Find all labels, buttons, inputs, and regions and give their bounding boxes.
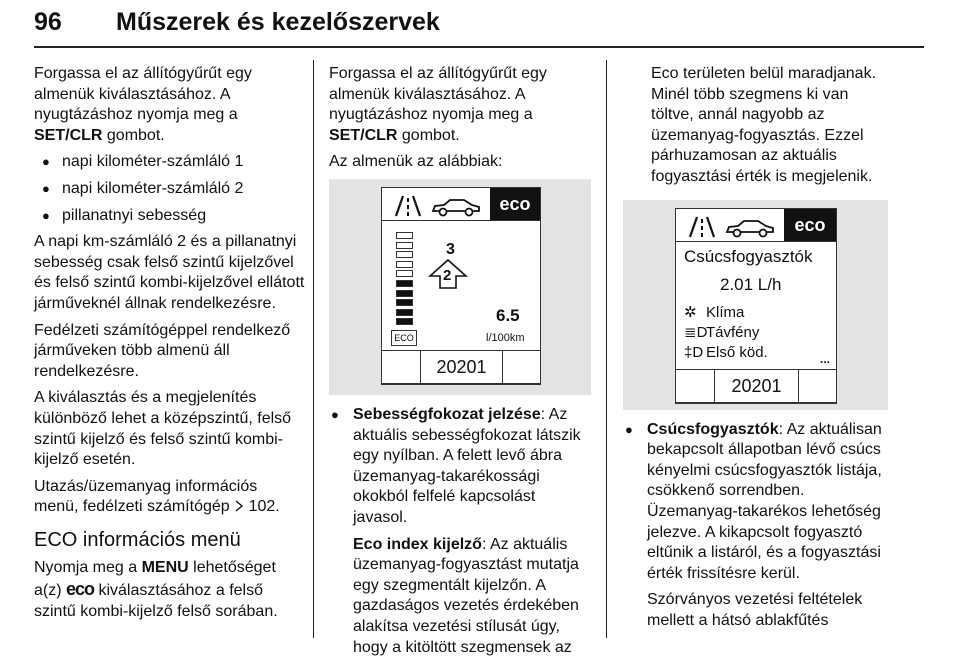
list-item: ‡D Első köd.: [684, 343, 768, 361]
odometer-display: 20201: [714, 369, 799, 403]
eco-index-figure: [329, 179, 591, 395]
column-2: [329, 64, 594, 664]
paragraph: Forgassa el az állítógyűrűt egy almenük kiválasztásához. A nyugtázáshoz nyomja meg a SET/CLR gombot.: [34, 65, 252, 144]
bullet-top-consumers: ● Csúcsfogyasztók: Az aktuálisan bekapcsolt állapotban lévő csúcs kényelmi csúcsfogyasztók listája, csökkenő sorrendben. Üzemanyag-takarékos lehetőség jelezve. A kikapcsolt fogyasztó eltűnik a listáról, és a fogyasztási érték frissítésre kerül.: [625, 420, 882, 582]
page-header: [34, 6, 924, 48]
high-beam-icon: ≣D: [684, 323, 708, 341]
list-item: ● napi kilométer-számláló 2: [34, 179, 306, 200]
display-cell: [798, 369, 837, 403]
road-icon: [390, 194, 426, 218]
display-screen: [381, 187, 541, 385]
eco-index-segment: [396, 251, 413, 258]
paragraph: Fedélzeti számítógéppel rendelkező járműveken több almenü áll rendelkezésre.: [34, 321, 291, 380]
more-indicator: ...: [820, 351, 831, 366]
page-reference-link[interactable]: 102.: [248, 498, 280, 516]
eco-index-segment: [396, 318, 413, 325]
paragraph: Nyomja meg a MENU lehetőséget a(z) eco kiválasztásához a felső szintű kombi-kijelző felső sorában.: [34, 559, 278, 620]
section-title: ECO információs menü: [34, 528, 241, 551]
term: Sebességfokozat jelzése: [353, 405, 541, 423]
column-divider-1: [313, 60, 314, 638]
divider: [382, 220, 540, 222]
sub-paragraph: Szórványos vezetési feltételek mellett a hátsó ablakfűtés: [647, 591, 863, 629]
eco-tab: eco: [784, 209, 836, 241]
column-3: [623, 64, 893, 638]
consumption-rate: 2.01 L/h: [720, 274, 782, 294]
eco-index-segment: [396, 309, 413, 316]
column-1: [34, 64, 306, 628]
eco-index-segment: [396, 280, 413, 287]
gear-suggested: 2: [443, 266, 452, 284]
eco-tab: eco: [490, 188, 540, 220]
paragraph: A napi km-számláló 2 és a pillanatnyi sebesség csak felső szintű kijelzővel és felső szintű kombi-kijelzővel ellátott járműveknél állnak rendelkezésre.: [34, 233, 305, 312]
submenu-list: [34, 152, 306, 226]
term: Eco index kijelző: [353, 535, 482, 553]
top-consumers-title: Csúcsfogyasztók: [684, 246, 813, 266]
eco-index-segment: [396, 299, 413, 306]
page-number: 96: [34, 8, 62, 36]
list-item: ✲ Klíma: [684, 303, 745, 321]
set-clr-label: SET/CLR: [34, 126, 103, 144]
paragraph: A kiválasztás és a megjelenítés különböző lehet a középszintű, felső szintű kijelző és felső szintű kombi-kijelző esetén.: [34, 389, 292, 469]
odometer-display: 20201: [420, 350, 503, 384]
eco-index-segment: [396, 232, 413, 239]
eco-index-segment: [396, 242, 413, 249]
paragraph: Az almenük az alábbiak:: [329, 153, 503, 171]
eco-icon: eco: [66, 579, 95, 600]
eco-index-segment: [396, 290, 413, 297]
paragraph: Utazás/üzemanyag információs menü, fedélzeti számítógép 102.: [34, 477, 280, 516]
bullet-gear-indicator: ● Sebességfokozat jelzése: Az aktuális sebességfokozat látszik egy nyílban. A felett levő ábra üzemanyag-takarékossági okokból felfelé kapcsolást javasol.: [331, 405, 581, 526]
car-icon: [430, 196, 482, 218]
consumption-unit: l/100km: [486, 331, 525, 344]
eco-bar-label: ECO: [391, 330, 417, 346]
top-consumers-figure: [623, 200, 888, 410]
gear-current: 3: [446, 240, 455, 258]
display-cell: [502, 350, 541, 384]
fan-icon: ✲: [684, 303, 697, 321]
eco-index-segment: [396, 261, 413, 268]
list-item: ● pillanatnyi sebesség: [34, 206, 306, 227]
display-cell: [675, 369, 715, 403]
list-item: ≣DTávfény: [684, 323, 760, 341]
fog-light-icon: ‡D: [684, 343, 704, 361]
menu-label: MENU: [141, 559, 189, 577]
consumption-value: 6.5: [496, 305, 520, 325]
term: Csúcsfogyasztók: [647, 420, 779, 438]
divider: [676, 241, 836, 243]
reference-arrow-icon: [234, 500, 244, 512]
list-item: ● napi kilométer-számláló 1: [34, 152, 306, 173]
sub-paragraph: Eco index kijelző: Az aktuális üzemanyag-fogyasztást mutatja egy szegmentált kijelzőn. A gazdaságos vezetés érdekében alakítsa vezetési stílusát úgy, hogy a kitöltött szegmensek az: [353, 535, 579, 656]
chapter-title: Műszerek és kezelőszervek: [116, 8, 440, 36]
road-icon: [684, 215, 720, 239]
paragraph: Eco területen belül maradjanak. Minél több szegmens ki van töltve, annál nagyobb az üzemanyag-fogyasztás. Ezzel párhuzamosan az aktuális fogyasztási érték is megjelenik.: [651, 65, 877, 185]
eco-index-segment: [396, 270, 413, 277]
set-clr-label: SET/CLR: [329, 126, 398, 144]
paragraph: Forgassa el az állítógyűrűt egy almenük kiválasztásához. A nyugtázáshoz nyomja meg a SET/CLR gombot.: [329, 65, 547, 144]
display-cell: [381, 350, 421, 384]
column-divider-2: [606, 60, 607, 638]
car-icon: [724, 217, 776, 239]
display-screen: [675, 208, 837, 404]
consumer-list: [684, 303, 768, 363]
